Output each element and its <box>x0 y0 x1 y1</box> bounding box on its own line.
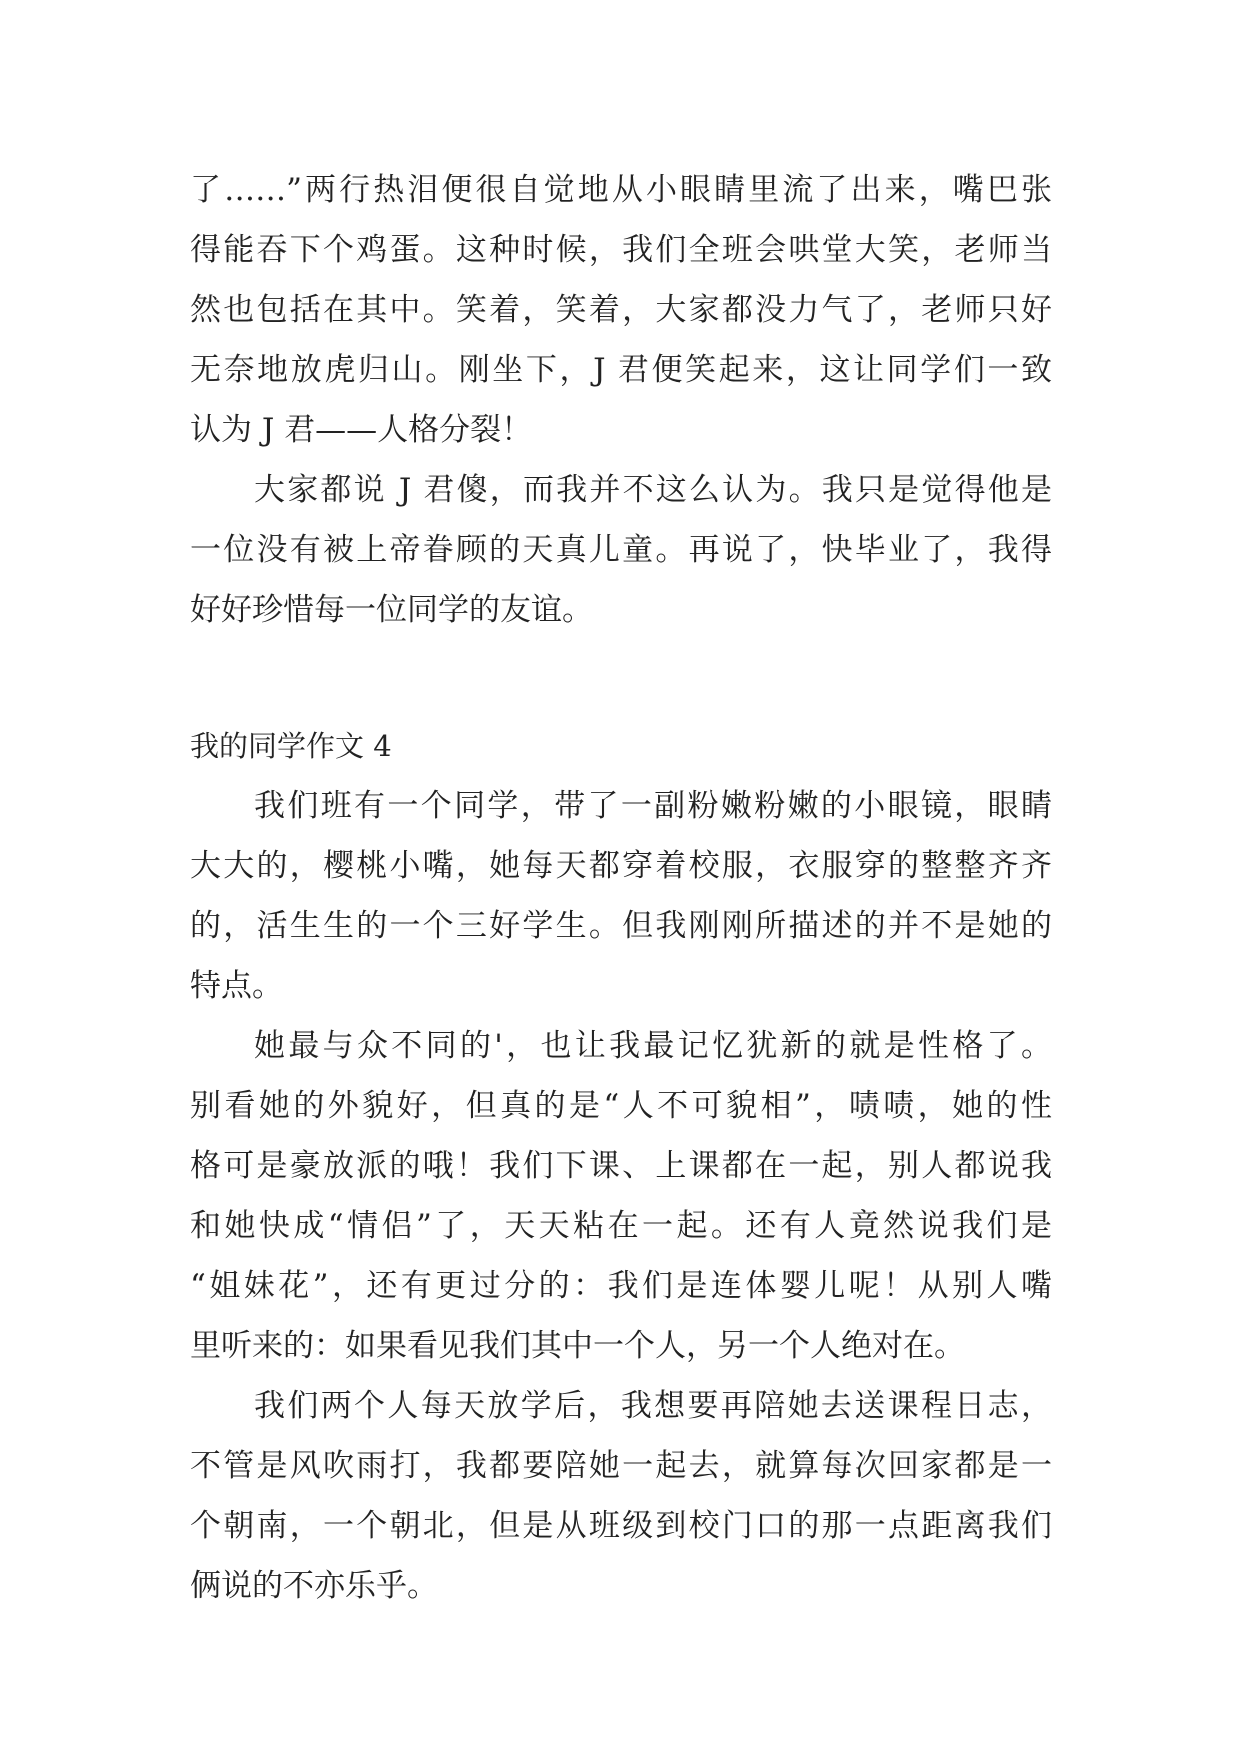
document-body <box>190 160 1052 1616</box>
text-line: 大家都说 J 君傻，而我并不这么认为。我只是觉得他是 <box>254 472 1052 508</box>
text-line: 认为 J 君——人格分裂！ <box>190 412 533 448</box>
text-line: 无奈地放虎归山。刚坐下，J 君便笑起来，这让同学们一致 <box>190 352 1052 388</box>
paragraph <box>190 1376 1052 1616</box>
paragraph <box>190 160 1052 460</box>
section-title: 我的同学作文 4 <box>190 729 392 763</box>
text-line: 大大的，樱桃小嘴，她每天都穿着校服，衣服穿的整整齐齐 <box>190 848 1052 884</box>
paragraph <box>190 776 1052 1016</box>
text-line: “姐妹花”，还有更过分的：我们是连体婴儿呢！从别人嘴 <box>190 1268 1052 1304</box>
text-line: 了……”两行热泪便很自觉地从小眼睛里流了出来，嘴巴张 <box>190 172 1052 208</box>
text-line: 得能吞下个鸡蛋。这种时候，我们全班会哄堂大笑，老师当 <box>190 232 1052 268</box>
section-gap <box>190 640 1052 716</box>
text-line: 一位没有被上帝眷顾的天真儿童。再说了，快毕业了，我得 <box>190 532 1052 568</box>
text-line: 格可是豪放派的哦！我们下课、上课都在一起，别人都说我 <box>190 1148 1052 1184</box>
text-line: 我们两个人每天放学后，我想要再陪她去送课程日志， <box>254 1388 1052 1424</box>
text-line: 她最与众不同的'，也让我最记忆犹新的就是性格了。 <box>254 1028 1052 1064</box>
text-line: 好好珍惜每一位同学的友谊。 <box>190 592 593 628</box>
text-line: 的，活生生的一个三好学生。但我刚刚所描述的并不是她的 <box>190 908 1052 944</box>
text-line: 我们班有一个同学，带了一副粉嫩粉嫩的小眼镜，眼睛 <box>254 788 1052 824</box>
text-line: 别看她的外貌好，但真的是“人不可貌相”，啧啧，她的性 <box>190 1088 1052 1124</box>
text-line: 然也包括在其中。笑着，笑着，大家都没力气了，老师只好 <box>190 292 1052 328</box>
text-line: 特点。 <box>190 968 283 1004</box>
text-line: 和她快成“情侣”了，天天粘在一起。还有人竟然说我们是 <box>190 1208 1052 1244</box>
text-line: 俩说的不亦乐乎。 <box>190 1568 438 1604</box>
text-line: 个朝南，一个朝北，但是从班级到校门口的那一点距离我们 <box>190 1508 1052 1544</box>
text-line: 不管是风吹雨打，我都要陪她一起去，就算每次回家都是一 <box>190 1448 1052 1484</box>
paragraph <box>190 460 1052 640</box>
paragraph <box>190 1016 1052 1376</box>
text-line: 里听来的：如果看见我们其中一个人，另一个人绝对在。 <box>190 1328 965 1364</box>
